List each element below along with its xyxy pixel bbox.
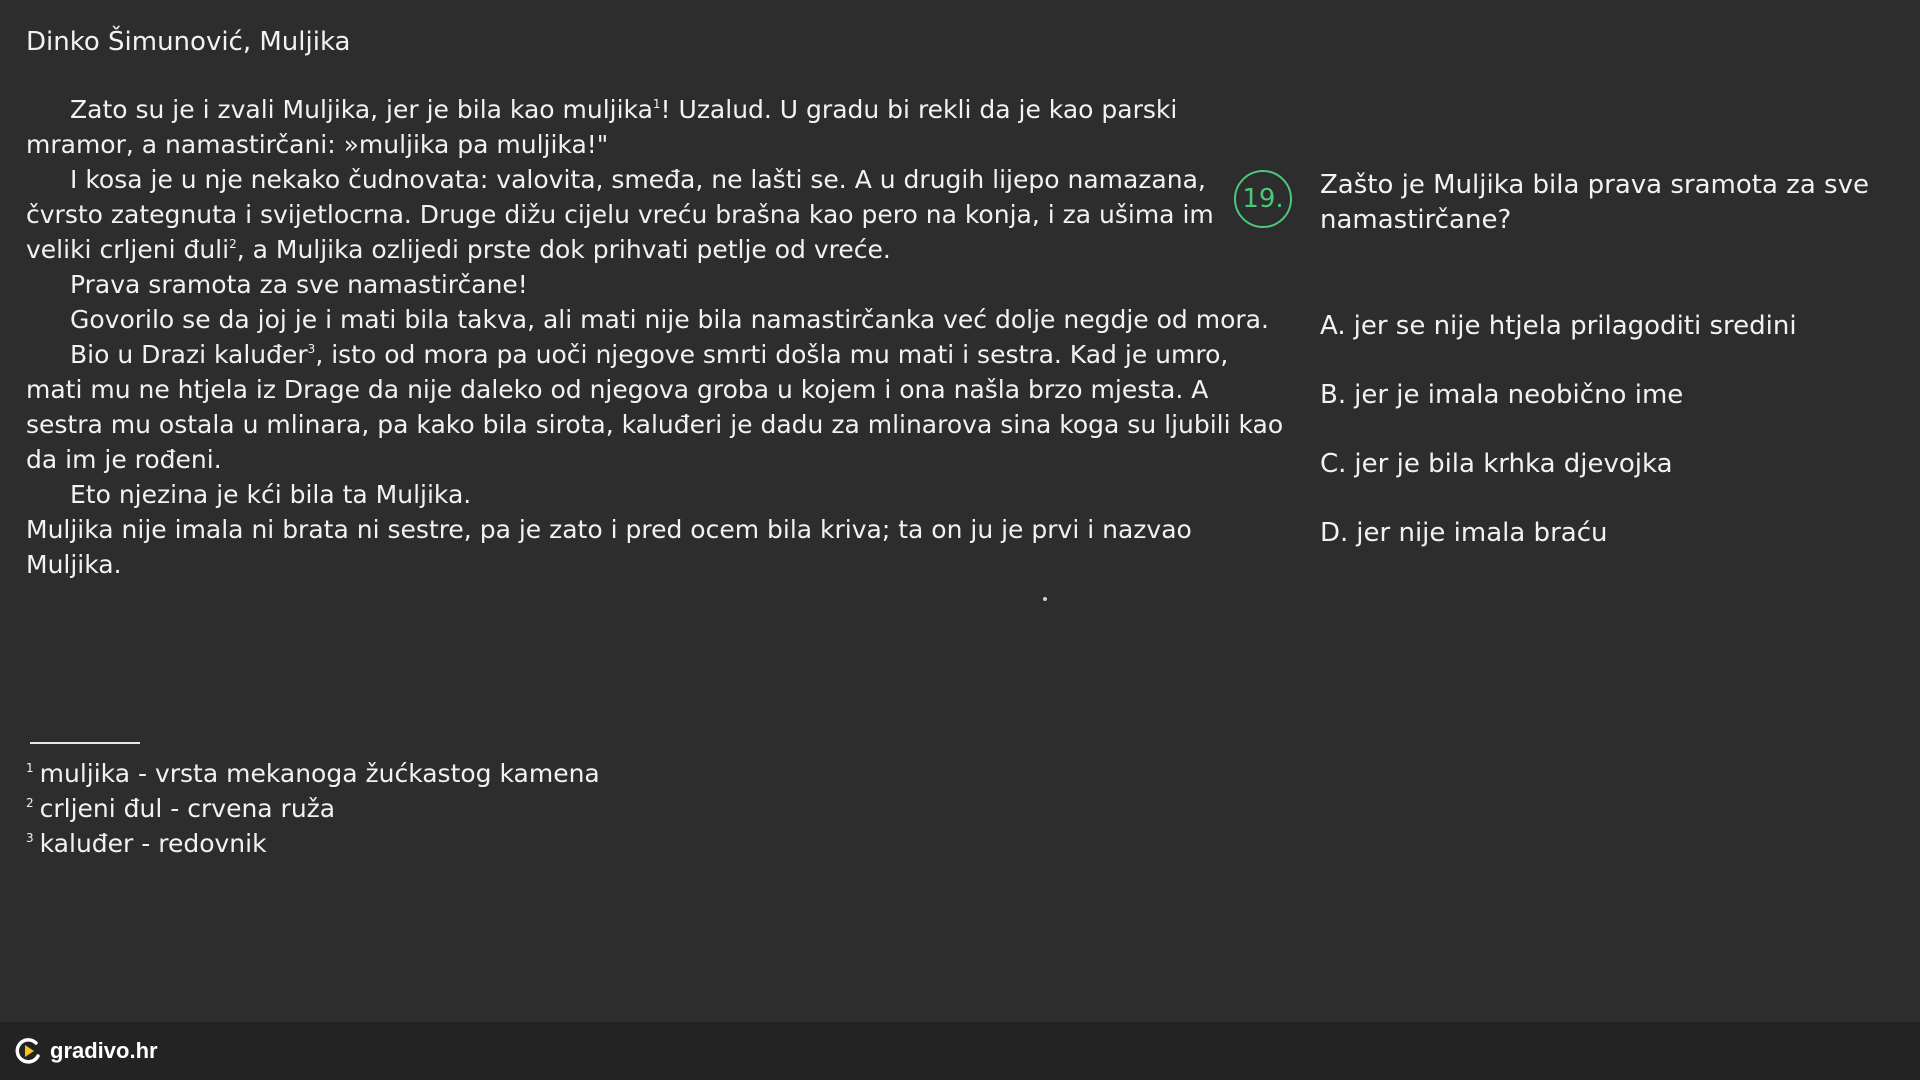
footnote-ref: 2: [229, 237, 237, 251]
footnotes: [26, 756, 600, 861]
answer-option-a[interactable]: A. jer se nije htjela prilagoditi sredini: [1320, 311, 1797, 341]
question-text: Zašto je Muljika bila prava sramota za sve namastirčane?: [1320, 170, 1869, 235]
passage-line: veliki crljeni đuli$^2$, a Muljika ozlijedi prste dok prihvati petlje od vreće.: [26, 235, 891, 264]
passage-line: Muljika nije imala ni brata ni sestre, pa je zato i pred ocem bila kriva; ta on ju je prvi i nazvao: [26, 515, 1192, 544]
answer-option-d[interactable]: D. jer nije imala braću: [1320, 518, 1608, 548]
passage-line: Govorilo se da joj je i mati bila takva, ali mati nije bila namastirčanka već dolje negdje od mora.: [70, 305, 1269, 334]
passage-line: čvrsto zategnuta i svijetlocrna. Druge dižu cijelu vreću brašna kao pero na konja, i za ušima im: [26, 200, 1214, 229]
gradivo-logo-icon: [14, 1036, 44, 1066]
passage-line: Zato su je i zvali Muljika, jer je bila kao muljika$^1$! Uzalud. U gradu bi rekli da je kao parski: [70, 95, 1178, 124]
footnote-ref: 1: [652, 97, 661, 111]
passage-title: Dinko Šimunović, Muljika: [26, 27, 351, 57]
passage-line: mramor, a namastirčani: »muljika pa muljika!": [26, 130, 609, 159]
answer-option-c[interactable]: C. jer je bila krhka djevojka: [1320, 449, 1673, 479]
brand-logo[interactable]: [14, 1036, 158, 1066]
passage-line: Prava sramota za sve namastirčane!: [70, 270, 528, 299]
footnote-ref: 3: [307, 342, 316, 356]
footer-bar: [0, 1022, 1920, 1080]
passage-line: da im je rođeni.: [26, 445, 222, 474]
question-number-badge: 19.: [1234, 170, 1292, 228]
passage-line: Muljika.: [26, 550, 122, 579]
footnote-item: $^3$ kaluđer - redovnik: [26, 829, 267, 858]
footnote-divider: [30, 742, 140, 744]
passage-line: Eto njezina je kći bila ta Muljika.: [70, 480, 472, 509]
passage-line: mati mu ne htjela iz Drage da nije daleko od njegova groba u kojem i ona našla brzo mjesta. A: [26, 375, 1209, 404]
footnote-item: $^1$ muljika - vrsta mekanoga žućkastog kamena: [26, 759, 600, 788]
passage-line: I kosa je u nje nekako čudnovata: valovita, smeđa, ne lašti se. A u drugih lijepo namazana,: [70, 165, 1206, 194]
passage-line: Bio u Drazi kaluđer$^3$, isto od mora pa uoči njegove smrti došla mu mati i sestra. Kad je umro,: [70, 340, 1229, 369]
passage-line: sestra mu ostala u mlinara, pa kako bila sirota, kaluđeri je dadu za mlinarova sina koga su ljubili kao: [26, 410, 1284, 439]
footnote-item: $^2$ crljeni đul - crvena ruža: [26, 794, 336, 823]
brand-name: gradivo.hr: [50, 1038, 158, 1063]
answer-option-b[interactable]: B. jer je imala neobično ime: [1320, 380, 1684, 410]
cursor-dot: [1043, 597, 1047, 601]
